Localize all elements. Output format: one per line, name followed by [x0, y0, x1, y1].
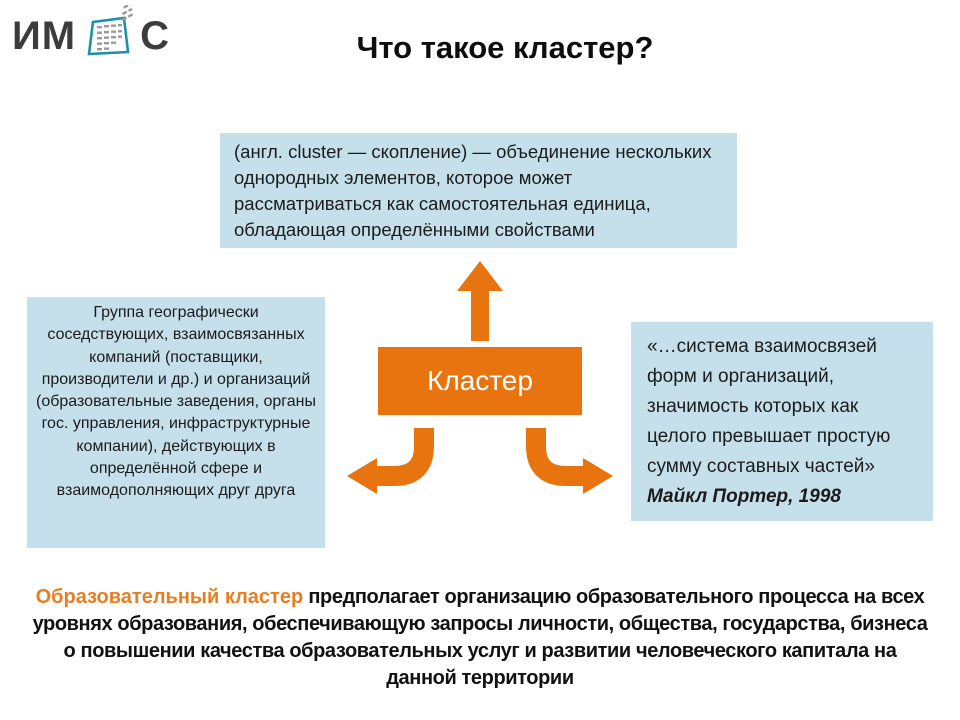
- logo-text-right: С: [140, 14, 170, 58]
- logo-text-left: ИМ: [12, 14, 77, 58]
- up-arrow-icon: [457, 261, 503, 341]
- quote-box: [631, 322, 933, 521]
- quote-text: «…система взаимосвязей форм и организаций, значимость которых как целого превышает простую сумму составных частей»: [647, 336, 891, 477]
- cluster-box: Кластер: [378, 347, 582, 415]
- definition-box: (англ. cluster — скопление) — объединение нескольких однородных элементов, которое может рассматриваться как самостоятельная единица, обладающая определёнными свойствами: [220, 133, 737, 248]
- footer-rest: предполагает организацию образовательного процесса на всех уровнях образования, обеспечивающую запросы личности, общества, государства, бизнеса о повышении качества образовательных услуг и развитии человеческого капитала на данной территории: [32, 586, 928, 689]
- page-title: Что такое кластер?: [356, 30, 654, 65]
- quote-attribution: Майкл Портер, 1998: [647, 486, 841, 507]
- footer-highlight: Образовательный кластер: [35, 586, 304, 608]
- left-curved-arrow-icon: [346, 428, 436, 498]
- right-curved-arrow-icon: [524, 428, 614, 498]
- left-definition-box: Группа географически соседствующих, взаимосвязанных компаний (поставщики, производители и др.) и организаций (образовательные заведения, органы гос. управления, инфраструктурные компании), действующих в определённой сфере и взаимодополняющих друг друга: [27, 297, 325, 548]
- footer-paragraph: [28, 584, 932, 692]
